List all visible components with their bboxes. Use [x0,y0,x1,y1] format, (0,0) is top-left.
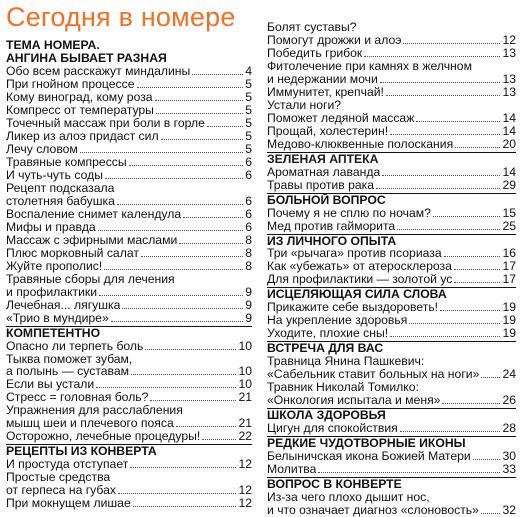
dot-leader [131,374,236,375]
entry-title-line: Травница Янина Пашкевич: [267,354,425,369]
dot-leader [161,139,244,140]
entry-title-line: Кому виноград, кому роза [6,90,153,104]
page-number: 32 [502,502,516,517]
dot-leader [481,377,500,378]
entry-title-line: Поможет ледяной массаж [267,111,415,125]
contents-entry[interactable] [6,234,252,247]
dot-leader [207,126,243,127]
contents-entry[interactable] [6,208,252,221]
dot-leader [137,87,244,88]
page-number: 13 [502,84,516,99]
dot-leader [409,323,500,324]
entry-title-line: И простуда отступает [6,458,129,472]
contents-entry[interactable] [267,179,516,192]
section-heading: ТЕМА НОМЕРА. [6,38,100,52]
contents-entry[interactable] [6,353,252,379]
page-number: 6 [245,154,252,169]
section-heading: АНГИНА БЫВАЕТ РАЗНАЯ [6,50,167,65]
page-number: 5 [245,102,252,117]
contents-entry[interactable] [6,299,252,312]
dot-leader [416,121,500,122]
entry-title-line: Обо всем расскажут миндалины [6,64,191,78]
entry-title-line: Мифы и правда [6,220,96,234]
entry-title-line: Медово-клюквенные полоскания [267,137,454,151]
page-number: 14 [502,110,516,125]
section-heading: ВОПРОС В КОНВЕРТЕ [267,477,516,491]
entry-title-line: Травяные сборы для лечения [6,271,175,286]
entry-title-line: столетняя бабушка [6,194,115,208]
page-number: 13 [502,45,516,60]
entry-title-line: Три «рычага» против псориаза [267,247,442,261]
contents-entry[interactable] [267,355,516,381]
entry-title-line: Болят суставы? [267,20,357,34]
entry-title-line: Для профилактики — золотой ус [267,273,453,287]
entry-title-line: Лечу словом [6,142,78,156]
entry-title-line: Ликер из алоэ придаст сил [6,129,159,143]
contents-entry[interactable] [267,260,516,273]
contents-entry[interactable] [6,156,252,169]
page-number: 6 [245,167,252,182]
entry-title-line: Рецепт подсказала [6,180,115,195]
page-number: 5 [245,115,252,130]
contents-entry[interactable] [267,273,516,286]
entry-title-line: Почему я не сплю по ночам? [267,206,431,220]
page-number: 28 [502,420,516,435]
section-heading: КОМПЕТЕНТНО [6,326,252,340]
page-number: 6 [245,206,252,221]
contents-entry[interactable] [6,130,252,143]
page-number: 5 [245,89,252,104]
section-heading: ШКОЛА ЗДОРОВЬЯ [267,408,516,422]
entry-title-line: «Трио в мундире» [6,311,109,325]
entry-title-line: «Онкология испытала и меня» [267,394,441,407]
entry-title-line: Если вы устали [6,378,95,392]
entry-title-line: Осторожно, лечебные процедуры! [6,430,201,444]
entry-title-line: Компресс от температуры [6,103,154,117]
entry-title-line: Плюс морковный салат [6,246,139,260]
dot-leader [382,175,500,176]
contents-right-column [267,21,516,517]
dot-leader [111,321,243,322]
dot-leader [403,43,500,44]
dot-leader [183,217,243,218]
dot-leader [390,336,500,337]
contents-entry[interactable] [6,273,252,299]
contents-entry[interactable] [267,220,516,233]
dot-leader [176,426,237,427]
contents-entry[interactable] [6,182,252,208]
page-number: 13 [502,71,516,86]
page-number: 8 [245,232,252,247]
contents-entry[interactable] [6,471,252,497]
contents-entry[interactable] [267,381,516,407]
page-number: 12 [502,32,516,47]
contents-entry[interactable] [6,221,252,234]
entry-title-line: Воспаление снимет календула [6,207,182,221]
section-heading: ИСЦЕЛЯЮЩАЯ СИЛА СЛОВА [267,287,516,301]
contents-entry[interactable] [267,463,516,476]
contents-entry[interactable] [6,65,252,78]
page-number: 5 [245,141,252,156]
page-number: 16 [502,246,516,261]
dot-leader [318,472,500,473]
page-title: Сегодня в номере [6,2,236,32]
page-number: 5 [245,76,252,91]
dot-leader [156,113,243,114]
section-heading: ИЗ ЛИЧНОГО ОПЫТА [267,234,516,248]
contents-entry[interactable] [267,207,516,220]
entry-title-line: Прикажите себе выздороветь! [267,301,439,315]
entry-title-line: от герпеса на губах [6,484,116,498]
page-number: 9 [245,297,252,312]
page-number: 12 [238,457,252,472]
page-number: 17 [502,272,516,287]
entry-title-line: Победить грибок [267,46,363,60]
entry-title-line: Устали ноги? [267,97,342,112]
page-number: 9 [245,284,252,299]
page-number: 10 [238,377,252,392]
entry-title-line: Из-за чего плохо дышит нос, [267,489,430,504]
dot-leader [440,310,500,311]
page-number: 12 [238,483,252,498]
entry-title-line: и профилактики [6,285,98,299]
page-number: 19 [502,326,516,341]
section-heading: РЕДКИЕ ЧУДОТВОРНЫЕ ИКОНЫ [267,436,516,450]
entry-title-line: а полынь — суставам [6,365,130,379]
dot-leader [455,147,500,148]
page-number: 4 [245,63,252,78]
page-number: 10 [238,364,252,379]
entry-title-line: Травяные компрессы [6,155,127,169]
entry-title-line: Травник Николай Томилко: [267,380,419,395]
entry-title-line: Помогут дрожжи и алоэ [267,33,402,47]
dot-leader [397,229,500,230]
dot-leader [386,95,501,96]
contents-entry[interactable] [267,491,516,517]
entry-title-line: Опасно ли терпеть боль [6,339,144,353]
contents-entry[interactable] [6,312,252,325]
page-number: 22 [238,429,252,444]
dot-leader [454,282,500,283]
entry-title-line: Как «убежать» от атеросклероза [267,260,452,274]
dot-leader [80,152,243,153]
page-number: 21 [238,390,252,405]
contents-entry[interactable] [267,450,516,463]
entry-title-line: Тыква поможет зубам, [6,351,133,366]
dot-leader [105,178,243,179]
dot-leader [192,74,243,75]
entry-title-line: Иммунитет, крепчай! [267,85,384,99]
page-number: 10 [238,338,252,353]
dot-leader [380,82,501,83]
contents-entry[interactable] [267,327,516,340]
page-number: 14 [502,164,516,179]
dot-leader [104,269,243,270]
contents-entry[interactable] [267,166,516,179]
dot-leader [390,134,500,135]
contents-entry[interactable] [267,21,516,47]
page-number: 20 [502,136,516,151]
entry-title-line: мышц шеи и плечевого пояса [6,417,174,431]
contents-entry[interactable] [6,378,252,391]
entry-title-line: Упражнения для расслабления [6,403,183,418]
entry-title-line: Фитолечение при камнях в желчном [267,58,472,73]
dot-leader [454,269,501,270]
dot-leader [155,100,244,101]
dot-leader [122,308,243,309]
dot-leader [118,493,236,494]
contents-entry[interactable] [6,143,252,156]
page-number: 14 [502,123,516,138]
entry-title-line: При гнойном процессе [6,77,135,91]
entry-title-line: «Сабельник ставит больных на ноги» [267,368,480,382]
contents-entry[interactable] [267,47,516,60]
page-number: 17 [502,259,516,274]
page-number: 19 [502,313,516,328]
page-number: 21 [238,416,252,431]
page-number: 15 [502,205,516,220]
page-number: 12 [238,496,252,511]
page-number: 6 [245,219,252,234]
entry-title-line: Молитва [267,462,317,476]
entry-title-line: Мед против гайморита [267,219,396,233]
contents-entry[interactable] [267,86,516,99]
contents-entry[interactable] [267,301,516,314]
entry-title-line: и недержании мочи [267,72,378,86]
page-number: 25 [502,218,516,233]
page-number: 8 [245,258,252,273]
contents-entry[interactable] [6,430,252,443]
entry-title-line: Ароматная лаванда [267,165,381,179]
page-number: 26 [502,393,516,408]
dot-leader [400,431,501,432]
dot-leader [179,243,243,244]
entry-title-line: При мокнущем лишае [6,497,131,511]
dot-leader [133,506,237,507]
entry-title-line: Простые средства [6,470,111,485]
section-heading: ЗЕЛЕНАЯ АПТЕКА [267,152,516,166]
dot-leader [130,467,236,468]
contents-entry[interactable] [6,247,252,260]
entry-title-line: Лечебная... лягушка [6,298,121,312]
dot-leader [96,387,236,388]
contents-entry[interactable] [6,117,252,130]
entry-title-line: Точечный массаж при боли в горле [6,116,205,130]
page-number: 24 [502,367,516,382]
contents-entry[interactable] [267,422,516,435]
dot-leader [145,349,236,350]
entry-title-line: На укрепление здоровья [267,314,408,328]
contents-entry[interactable] [6,169,252,182]
entry-title-line: Уходите, плохие сны! [267,327,389,341]
dot-leader [129,165,244,166]
contents-entry[interactable] [6,91,252,104]
entry-title-line: И чуть-чуть соды [6,168,103,182]
dot-leader [376,188,500,189]
dot-leader [117,204,243,205]
contents-entry[interactable] [6,340,252,353]
dot-leader [364,56,500,57]
dot-leader [481,513,501,514]
dot-leader [150,400,236,401]
entry-title-line: Жуйте прополис! [6,259,103,273]
dot-leader [99,295,243,296]
page-number: 29 [502,177,516,192]
page-number: 30 [502,448,516,463]
entry-title-line: Прощай, холестерин! [267,124,389,138]
contents-entry[interactable] [267,60,516,86]
contents-entry[interactable] [6,104,252,117]
dot-leader [141,256,243,257]
contents-entry[interactable] [6,404,252,430]
entry-title-line: Массаж с эфирными маслами [6,233,178,247]
entry-title-line: Цигун для спокойствия [267,421,398,435]
section-heading: БОЛЬНОЙ ВОПРОС [267,193,516,207]
contents-entry[interactable] [267,138,516,151]
contents-entry[interactable] [267,125,516,138]
contents-entry[interactable] [6,78,252,91]
contents-entry[interactable] [267,314,516,327]
contents-entry[interactable] [267,247,516,260]
page-number: 33 [502,461,516,476]
page-number: 9 [245,310,252,325]
contents-entry[interactable] [6,260,252,273]
section-heading: РЕЦЕПТЫ ИЗ КОНВЕРТА [6,444,252,458]
entry-title-line: Белыничская икона Божией Матери [267,449,471,463]
contents-entry[interactable] [267,99,516,125]
entry-title-line: Стресс = головная боль? [6,391,149,405]
page-number: 6 [245,193,252,208]
entry-title-line: и что означает диагноз «слоновость» [267,503,479,517]
entry-title-line: Травы против рака [267,178,375,192]
dot-leader [444,256,501,257]
contents-entry[interactable] [6,497,252,510]
dot-leader [473,459,501,460]
page-number: 8 [245,245,252,260]
dot-leader [442,403,500,404]
page-number: 5 [245,128,252,143]
section-heading: ВСТРЕЧА ДЛЯ ВАС [267,341,516,355]
dot-leader [202,439,236,440]
contents-left-column [6,38,252,510]
dot-leader [98,230,244,231]
page-number: 19 [502,300,516,315]
dot-leader [433,216,501,217]
